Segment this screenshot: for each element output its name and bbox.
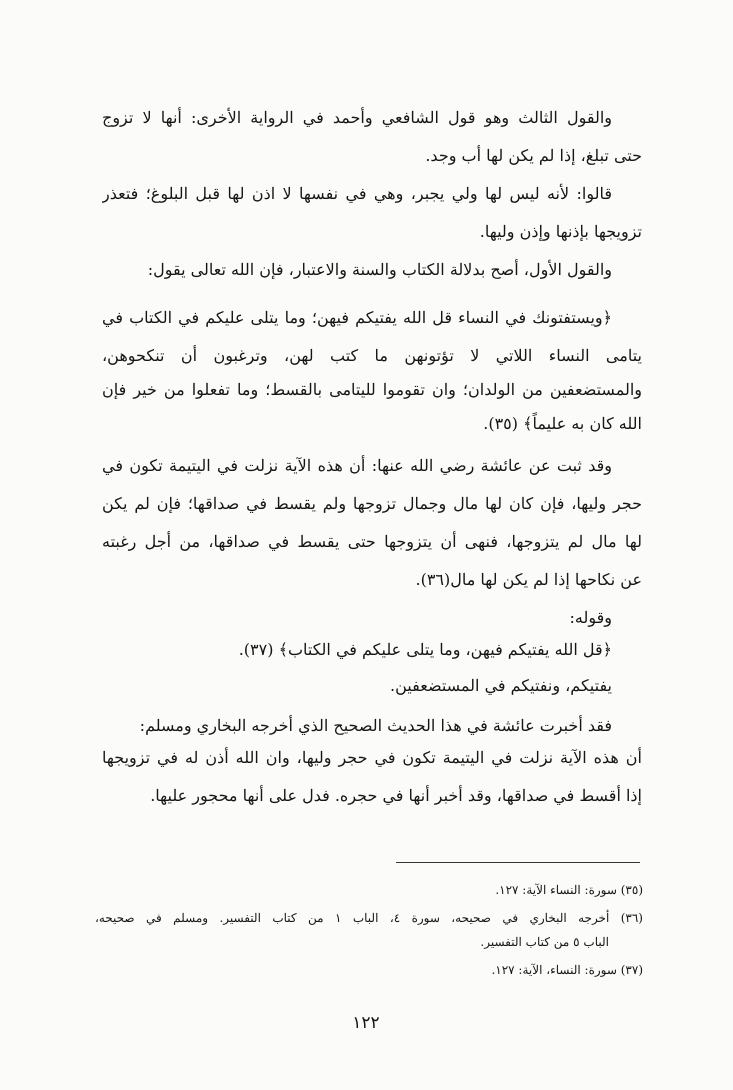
- text-line: وقوله:: [569, 608, 612, 627]
- text-line: تزويجها بإذنها وإذن وليها.: [479, 222, 642, 241]
- text-line: إذا أقسط في صداقها، وقد أخبر أنها في حجره. فدل على أنها محجور عليها.: [150, 786, 642, 805]
- text-line: يفتيكم، ونفتيكم في المستضعفين.: [390, 676, 612, 695]
- footnote: (٣٥) سورة: النساء الآية: ١٢٧.: [495, 883, 643, 897]
- quran-verse-line: يتامى النساء اللاتي لا تؤتونهن ما كتب لهن، وترغبون أن تنكحوهن،: [102, 346, 642, 365]
- text-line: والقول الأول، أصح بدلالة الكتاب والسنة والاعتبار، فإن الله تعالى يقول:: [147, 260, 612, 279]
- text-line: عن نكاحها إذا لم يكن لها مال(٣٦).: [415, 570, 642, 589]
- quran-verse-line: ﴿قل الله يفتيكم فيهن، وما يتلى عليكم في الكتاب﴾ (٣٧).: [238, 640, 612, 659]
- text-line: والقول الثالث وهو قول الشافعي وأحمد في الرواية الأخرى: أنها لا تزوج: [102, 108, 612, 127]
- text-line: حتى تبلغ، إذا لم يكن لها أب وجد.: [425, 146, 642, 165]
- footnote: (٣٦) أخرجه البخاري في صحيحه، سورة ٤، الباب ١ من كتاب التفسير. ومسلم في صحيحه،: [95, 911, 643, 925]
- footnote: (٣٧) سورة: النساء، الآية: ١٢٧.: [491, 963, 643, 977]
- text-line: حجر وليها، فإن كان لها مال وجمال تزوجها ولم يقسط في صداقها؛ فإن لم يكن: [102, 494, 642, 513]
- text-line: فقد أخبرت عائشة في هذا الحديث الصحيح الذي أخرجه البخاري ومسلم:: [139, 716, 612, 735]
- quran-verse-line: والمستضعفين من الولدان؛ وان تقوموا لليتامى بالقسط؛ وما تفعلوا من خير فإن: [102, 380, 642, 399]
- text-line: لها مال لم يتزوجها، فنهى أن يتزوجها حتى يقسط في صداقها، من أجل رغبته: [102, 532, 642, 551]
- quran-verse-line: ﴿ويستفتونك في النساء قل الله يفتيكم فيهن؛ وما يتلى عليكم في الكتاب في: [102, 308, 612, 327]
- footnote-separator: [396, 862, 640, 863]
- text-line: أن هذه الآية نزلت في اليتيمة تكون في حجر وليها، وان الله أذن له في تزويجها: [102, 748, 642, 767]
- page-number: ١٢٢: [352, 1013, 380, 1033]
- text-line: قالوا: لأنه ليس لها ولي يجبر، وهي في نفسها لا اذن لها قبل البلوغ؛ فتعذر: [102, 184, 612, 203]
- text-line: وقد ثبت عن عائشة رضي الله عنها: أن هذه الآية نزلت في اليتيمة تكون في: [102, 456, 612, 475]
- footnote-continuation: الباب ٥ من كتاب التفسير.: [480, 935, 609, 949]
- quran-verse-line: الله كان به عليماً﴾ (٣٥).: [483, 414, 642, 433]
